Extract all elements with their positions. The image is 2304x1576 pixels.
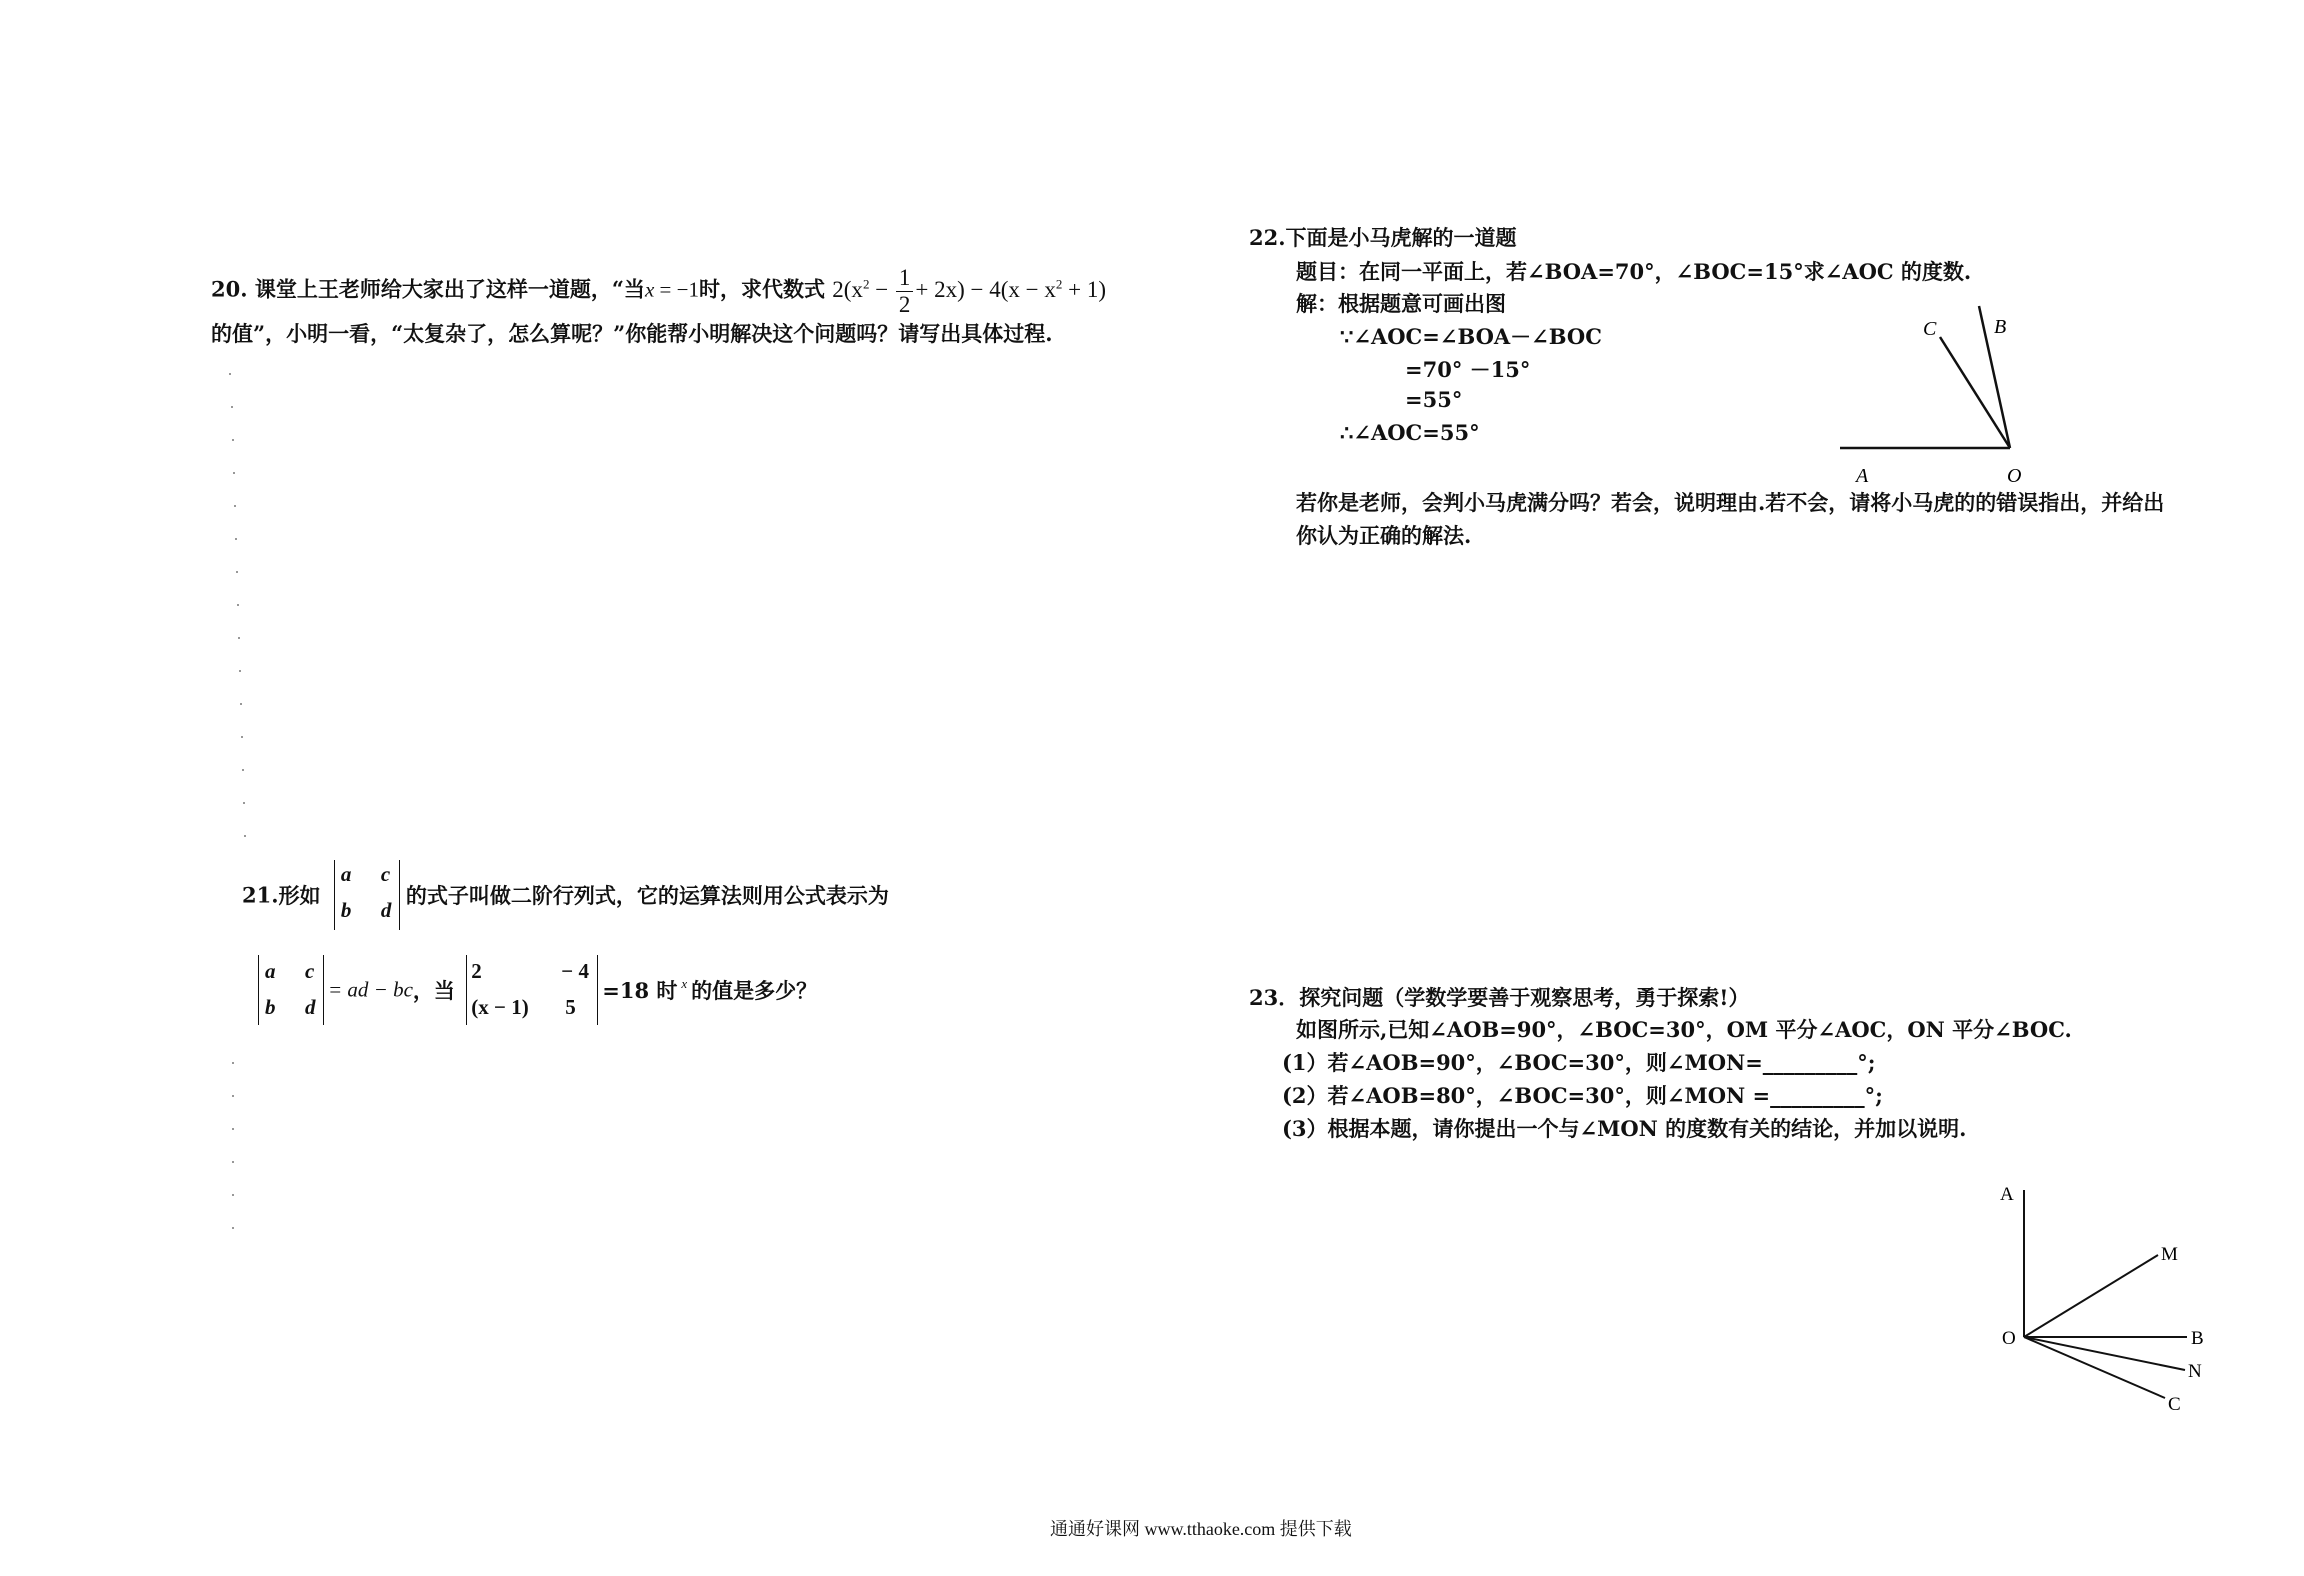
q21-intro: 形如 (278, 883, 321, 908)
q20-minus: − (869, 276, 894, 302)
det-a: a (340, 862, 352, 886)
label-c: C (2168, 1394, 2181, 1415)
label-n: N (2188, 1361, 2202, 1382)
label-o: O (2007, 465, 2022, 487)
q20-frac-num: 1 (896, 265, 914, 292)
label-b: B (1994, 316, 2007, 338)
q20-expr-a: 2(x (832, 276, 863, 302)
q20-time: 时，求代数式 (698, 276, 825, 302)
q20-line1 (211, 262, 1106, 318)
q21-definition-text: 的式子叫做二阶行列式，它的运算法则用公式表示为 (405, 883, 889, 908)
q21-x-var: x (681, 975, 688, 991)
q20-expr-b: + 2x) − 4(x − x (915, 276, 1056, 302)
q21-determinant-definition (334, 860, 400, 930)
page-footer: 通通好课网 www.tthaoke.com 提供下载 (1050, 1519, 1352, 1539)
q22-title: 22.下面是小马虎解的一道题 (1249, 225, 1517, 250)
label-o: O (2002, 1328, 2016, 1349)
q22-step-2: =70° －15° (1405, 357, 1531, 382)
q20-line2: 的值”，小明一看，“太复杂了，怎么算呢？”你能帮小明解决这个问题吗？请写出具体过程. (211, 321, 1053, 346)
det-c: c (380, 862, 391, 886)
det-given-21: (x − 1) (471, 995, 529, 1019)
q21-formula: = ad − bc (328, 977, 413, 1002)
det-formula-b: b (265, 995, 276, 1019)
q20-number: 20. (211, 276, 248, 302)
label-a: A (1856, 465, 1869, 487)
q22-question-line1: 若你是老师，会判小马虎满分吗？若会，说明理由.若不会，请将小马虎的的错误指出，并给出 (1296, 490, 2165, 515)
q20-intro: 课堂上王老师给大家出了这样一道题，“当 (254, 276, 645, 302)
q22-question-line2: 你认为正确的解法. (1296, 523, 1472, 548)
ray-oc (2024, 1337, 2165, 1398)
q20-fraction (896, 265, 914, 318)
ray-oc (1940, 337, 2010, 448)
q23-title: 23．探究问题（学数学要善于观察思考，勇于探索!） (1249, 985, 1750, 1010)
q20-frac-den: 2 (898, 291, 911, 317)
q21-ask: 的值是多少？ (691, 978, 818, 1003)
q21-determinant-given (466, 955, 598, 1025)
q20-cond-var: x (644, 277, 655, 302)
det-formula-d: d (305, 995, 316, 1019)
det-given-22: 5 (565, 995, 576, 1019)
det-b: b (340, 898, 352, 922)
q22-step-4: ∴∠AOC=55° (1340, 420, 1480, 445)
det-d: d (380, 898, 392, 922)
det-given-11: 2 (471, 959, 482, 983)
label-c: C (1923, 318, 1937, 340)
q21-line2 (258, 955, 817, 1025)
q23-part-2: (2）若∠AOB=80°，∠BOC=30°，则∠MON =_________°; (1282, 1083, 1883, 1108)
q23-figure (1990, 1180, 2220, 1420)
det-formula-c: c (305, 959, 315, 983)
q21-equals-18: =18 时 (602, 978, 678, 1003)
q20-expr-c: + 1) (1062, 276, 1107, 302)
ray-on (2024, 1337, 2185, 1370)
q21-number: 21. (242, 882, 279, 908)
q20-sup-1: 2 (862, 276, 870, 291)
q22-figure (1830, 300, 2040, 490)
q20-sup-2: 2 (1055, 276, 1063, 291)
q20-expression (832, 264, 1107, 317)
q21-line1 (242, 860, 889, 930)
q22-step-3: =55° (1405, 387, 1463, 412)
det-formula-a: a (265, 959, 276, 983)
label-m: M (2161, 1244, 2178, 1265)
q23-given: 如图所示,已知∠AOB=90°，∠BOC=30°，OM 平分∠AOC，ON 平分∠BOC. (1296, 1017, 2072, 1042)
label-b: B (2191, 1328, 2204, 1349)
det-given-12: − 4 (561, 959, 589, 983)
q23-part-1: (1）若∠AOB=90°，∠BOC=30°，则∠MON=_________°; (1282, 1050, 1876, 1075)
q22-solution-label: 解：根据题意可画出图 (1296, 291, 1506, 316)
q23-part-3: (3）根据本题，请你提出一个与∠MON 的度数有关的结论，并加以说明. (1282, 1116, 1967, 1141)
label-a: A (2000, 1184, 2014, 1205)
q21-determinant-formula (258, 955, 324, 1025)
q21-when: ，当 (412, 978, 455, 1003)
ray-om (2024, 1255, 2158, 1337)
q20-cond-value: = −1 (654, 277, 699, 302)
q22-problem: 题目：在同一平面上，若∠BOA=70°，∠BOC=15°求∠AOC 的度数. (1296, 259, 1972, 284)
q22-step-1: ∵∠AOC=∠BOA－∠BOC (1340, 324, 1602, 349)
